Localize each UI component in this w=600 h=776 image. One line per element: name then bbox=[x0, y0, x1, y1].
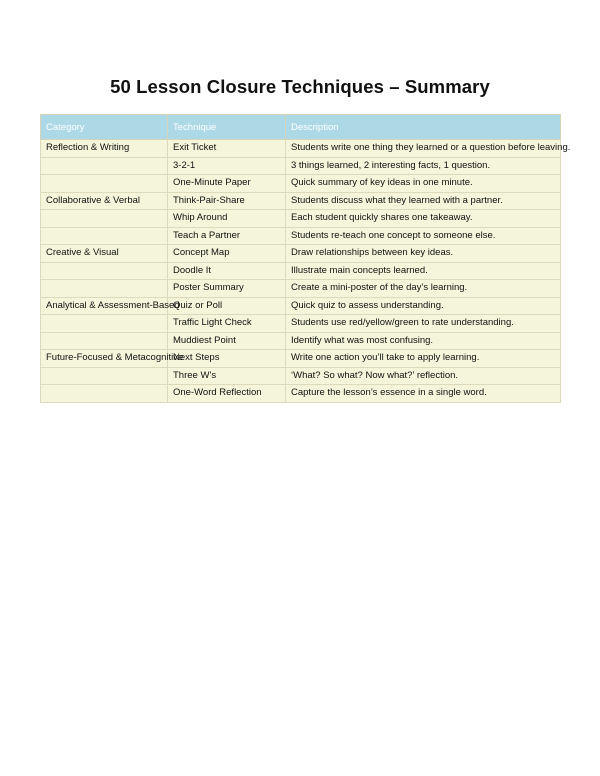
cell-technique: Teach a Partner bbox=[168, 227, 286, 245]
cell-description: Students write one thing they learned or a question before leaving. bbox=[286, 140, 561, 158]
table-row bbox=[41, 227, 561, 245]
cell-category: Future-Focused & Metacognitive bbox=[41, 350, 168, 368]
cell-category: Analytical & Assessment-Based bbox=[41, 297, 168, 315]
header-category: Category bbox=[41, 115, 168, 140]
table-row bbox=[41, 280, 561, 298]
cell-description: Capture the lesson’s essence in a single word. bbox=[286, 385, 561, 403]
cell-description: Write one action you’ll take to apply learning. bbox=[286, 350, 561, 368]
cell-category bbox=[41, 315, 168, 333]
table-row bbox=[41, 350, 561, 368]
cell-description: Draw relationships between key ideas. bbox=[286, 245, 561, 263]
page-title: 50 Lesson Closure Techniques – Summary bbox=[110, 76, 490, 97]
cell-technique: Whip Around bbox=[168, 210, 286, 228]
cell-description: Each student quickly shares one takeaway. bbox=[286, 210, 561, 228]
cell-technique: Three W’s bbox=[168, 367, 286, 385]
cell-technique: Next Steps bbox=[168, 350, 286, 368]
cell-description: Quick quiz to assess understanding. bbox=[286, 297, 561, 315]
cell-category: Creative & Visual bbox=[41, 245, 168, 263]
table-row bbox=[41, 385, 561, 403]
cell-technique: One-Minute Paper bbox=[168, 175, 286, 193]
cell-description: Identify what was most confusing. bbox=[286, 332, 561, 350]
table-row bbox=[41, 332, 561, 350]
cell-technique: Poster Summary bbox=[168, 280, 286, 298]
cell-category bbox=[41, 332, 168, 350]
header-technique: Technique bbox=[168, 115, 286, 140]
cell-technique: 3-2-1 bbox=[168, 157, 286, 175]
cell-technique: Doodle It bbox=[168, 262, 286, 280]
cell-category bbox=[41, 367, 168, 385]
cell-description: Quick summary of key ideas in one minute. bbox=[286, 175, 561, 193]
cell-category bbox=[41, 175, 168, 193]
cell-description: Students discuss what they learned with a partner. bbox=[286, 192, 561, 210]
table-row bbox=[41, 315, 561, 333]
table-body bbox=[41, 140, 571, 403]
cell-description: 3 things learned, 2 interesting facts, 1 question. bbox=[286, 157, 561, 175]
cell-category bbox=[41, 280, 168, 298]
table-row bbox=[41, 367, 561, 385]
cell-category bbox=[41, 385, 168, 403]
cell-description: Students use red/yellow/green to rate understanding. bbox=[286, 315, 561, 333]
table-row bbox=[41, 262, 561, 280]
techniques-table bbox=[40, 114, 571, 403]
table-row bbox=[41, 140, 561, 158]
table-header-row bbox=[41, 115, 561, 140]
cell-description: Create a mini-poster of the day’s learning. bbox=[286, 280, 561, 298]
cell-category bbox=[41, 262, 168, 280]
cell-category bbox=[41, 157, 168, 175]
cell-technique: Think-Pair-Share bbox=[168, 192, 286, 210]
cell-description: Illustrate main concepts learned. bbox=[286, 262, 561, 280]
header-description: Description bbox=[286, 115, 561, 140]
table-row bbox=[41, 157, 561, 175]
cell-description: ‘What? So what? Now what?’ reflection. bbox=[286, 367, 561, 385]
cell-technique: Concept Map bbox=[168, 245, 286, 263]
table-row bbox=[41, 245, 561, 263]
cell-technique: Traffic Light Check bbox=[168, 315, 286, 333]
cell-technique: Quiz or Poll bbox=[168, 297, 286, 315]
cell-technique: Muddiest Point bbox=[168, 332, 286, 350]
cell-technique: Exit Ticket bbox=[168, 140, 286, 158]
table-row bbox=[41, 210, 561, 228]
table-row bbox=[41, 297, 561, 315]
cell-category bbox=[41, 227, 168, 245]
cell-category bbox=[41, 210, 168, 228]
cell-technique: One-Word Reflection bbox=[168, 385, 286, 403]
table-row bbox=[41, 192, 561, 210]
cell-category: Collaborative & Verbal bbox=[41, 192, 168, 210]
cell-category: Reflection & Writing bbox=[41, 140, 168, 158]
table-row bbox=[41, 175, 561, 193]
cell-description: Students re-teach one concept to someone else. bbox=[286, 227, 561, 245]
